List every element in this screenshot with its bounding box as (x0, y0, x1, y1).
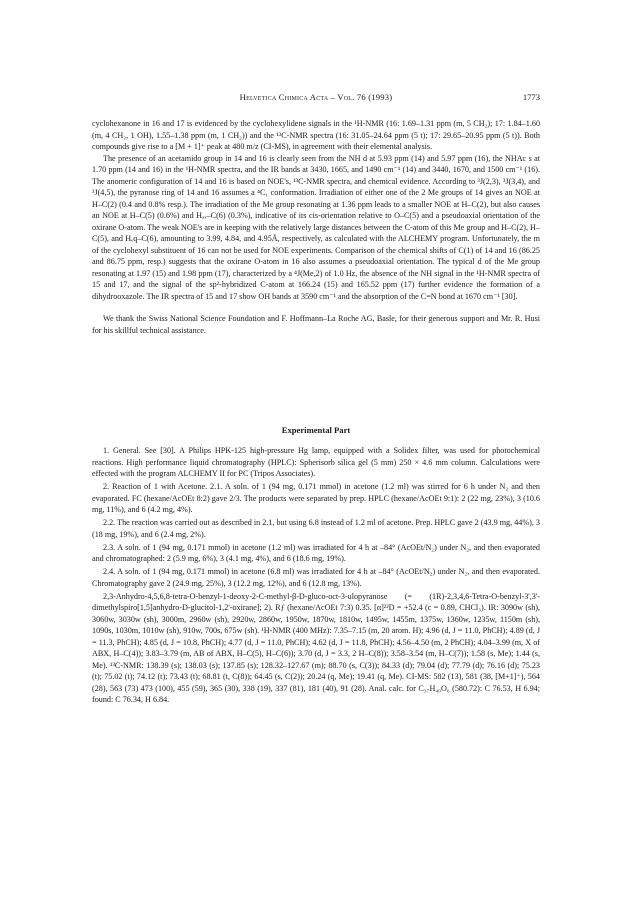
body-paragraph-1: cyclohexanone in 16 and 17 is evidenced by the cyclohexylidene signals in the ¹H-NMR (16: 1.69–1.31 ppm (m, 5 CH₂); 17: 1.84–1.60 (m, 4 CH₂, 1 OH), 1.55–1.38 ppm (m, 1 CH₂)) and the ¹³C-NMR spectra (16: 31.05–24.64 ppm (5 t); 17: 29.65–20.95 ppm (5 t)). Both compounds give rise to a [M + 1]⁺ peak at 480 m/z (CI-MS), in agreement with their elemental analysis. (92, 119, 540, 151)
compound-2-characterization: 2,3-Anhydro-4,5,6,8-tetra-O-benzyl-1-deoxy-2-C-methyl-β-D-gluco-oct-3-ulopyranose (= (1R)-2,3,4,6-Tetra-O-benzyl-3',3'-dimethylspiro[1,5]anhydro-D-glucitol-1,2'-oxirane]; 2). Rƒ (hexane/AcOEt 7:3) 0.35. [α]²²D = +52.4 (c = 0.89, CHCl₃). IR: 3090w (sh), 3060w, 3030w (sh), 3000m, 2960w (sh), 2920w, 2860w, 1950w, 1870w, 1810w, 1495w, 1455m, 1375w, 1360w, 1235w, 1150m (sh), 1090s, 1030m, 1010w (sh), 910w, 700s, 675w (sh). ¹H-NMR (400 MHz): 7.35–7.15 (m, 20 arom. H); 4.96 (d, J = 11.0, PhCH); 4.89 (d, J = 11.3, PhCH); 4.85 (d, J = 10.8, PhCH); 4.77 (d, J = 11.0, PhCH); 4.62 (d, J = 11.8, PhCH); 4.56–4.50 (m, 2 PhCH); 4.04–3.99 (m, X of ABX, H–C(4)); 3.83–3.79 (m, AB of ABX, H–C(5), H–C(6)); 3.70 (d, J = 3.3, 2 H–C(8)); 3.58–3.54 (m, H–C(7)); 1.58 (s, Me); 1.44 (s, Me). ¹³C-NMR: 138.39 (s); 138.03 (s); 137.85 (s); 128.32–127.67 (m); 88.70 (s, C(3)); 84.33 (d); 79.04 (d); 77.79 (d); 76.16 (d); 75.23 (t); 75.02 (t); 74.12 (t); 73.43 (t); 68.81 (t, C(8)); 64.45 (s, C(2)); 20.24 (q, Me); 19.41 (q, Me). CI-MS: 582 (13), 581 (38, [M+1]⁺), 564 (28), 563 (73) 473 (100), 455 (59), 365 (30), 338 (19), 337 (81), 181 (40), 91 (28). Anal. calc. for C₃₇H₄₀O₆ (580.72): C 76.53, H 6.94; found: C 76.34, H 6.84. (92, 591, 540, 704)
experimental-reaction-2-3: 2.3. A soln. of 1 (94 mg, 0.171 mmol) in acetone (1.2 ml) was irradiated for 4 h at –84° (AcOEt/N₂) under N₂, and then evaporated and chromatographed: 2 (5.9 mg, 6%), 3 (4.1 mg, 4%), and 6 (18.6 mg, 19%). (92, 542, 540, 563)
page-number: 1773 (522, 92, 540, 102)
experimental-reaction-2-2: 2.2. The reaction was carried out as described in 2.1, but using 6.8 instead of 1.2 ml of acetone. Prep. HPLC gave 2 (43.9 mg, 44%), 3 (18 mg, 19%), and 6 (2.4 mg, 2%). (92, 518, 540, 539)
body-paragraph-2: The presence of an acetamido group in 14 and 16 is clearly seen from the NH d at 5.93 ppm (14) and 5.97 ppm (16), the NHAc s at 1.70 ppm (14 and 16) in the ¹H-NMR spectra, and the IR bands at 3430, 1665, and 1490 cm⁻¹ (14) and 3440, 1670, and 1500 cm⁻¹ (16). The anomeric configuration of 14 and 16 is based on NOE's, ¹³C-NMR spectra, and chemical evidence. According to ³J(2,3), ³J(3,4), and ³J(4,5), the pyranose ring of 14 and 16 assumes a ⁴C₁ conformation. Irradiation of either one of the 2 Me groups of 14 gives an NOE at H–C(2) (0.4 and 0.8% resp.). The irradiation of the Me group resonating at 1.36 ppm leads to a smaller NOE at H–C(2), but also causes an NOE at H–C(5) (0.6%) and Hₐₓ–C(6) (0.3%), indicative of its cis-orientation relative to O–C(5) and a pseudoaxial orientation of the oxirane O-atom. The weak NOE's are in keeping with the relatively large distances between the C-atom of this Me group and H–C(2), H–C(5), and Hₑq–C(6), amounting to 3.99, 4.84, and 4.95Å, respectively, as calculated with the ALCHEMY program. Unfortunately, the m of the cyclohexyl substituent of 16 can not be used for NOE experiments. Comparison of the chemical shifts of C(1) of 14 and 16 (86.25 and 86.75 ppm, resp.) suggests that the oxirane O-atom in 16 also assumes a pseudoaxial orientation. The typical d of the Me group resonating at 1.97 (15) and 1.98 ppm (17), characterized by a ⁴J(Me,2) of 1.0 Hz, the absence of the NH signal in the ¹H-NMR spectra of 15 and 17, and the signal of the sp²-hybridized C-atom at 166.24 (15) and 165.52 ppm (17) further evidence the formation of a dihydrooxazole. The IR spectra of 15 and 17 show OH bands at 3590 cm⁻¹ and the absorption of the C=N bond at 1670 cm⁻¹ [30]. (92, 153, 540, 301)
journal-title: Helvetica Chimica Acta – Vol. 76 (1993) (239, 92, 393, 102)
experimental-reaction-2-1: 2. Reaction of 1 with Acetone. 2.1. A soln. of 1 (94 mg, 0.171 mmol) in acetone (1.2 ml) was stirred for 6 h under N₂ and then evaporated. FC (hexane/AcOEt 8:2) gave 2/3. The products were separated by prep. HPLC (hexane/AcOEt 9:1): 2 (22 mg, 23%), 3 (10.6 mg, 11%), and 6 (4.2 mg, 4%). (92, 482, 540, 514)
experimental-reaction-2-4: 2.4. A soln. of 1 (94 mg, 0.171 mmol) in acetone (6.8 ml) was irradiated for 4 h at –84° (AcOEt/N₂) under N₂, and then evaporated. Chromatography gave 2 (24.9 mg, 25%), 3 (12.2 mg, 12%), and 6 (12.8 mg, 13%). (92, 567, 540, 588)
experimental-general: 1. General. See [30]. A Philips HPK-125 high-pressure Hg lamp, equipped with a Solidex filter, was used for photochemical reactions. High performance liquid chromatography (HPLC): Spherisorb silica gel (5 mm) 250 × 4.6 mm column. Calculations were effected with the program ALCHEMY II for PC (Tripos Associates). (92, 446, 540, 478)
section-title: Experimental Part (281, 425, 351, 435)
acknowledgement: We thank the Swiss National Science Foundation and F. Hoffmann–La Roche AG, Basle, for their generous support and Mr. R. Husi for his skillful technical assistance. (92, 314, 540, 335)
journal-page (92, 92, 540, 706)
running-header (92, 92, 540, 108)
